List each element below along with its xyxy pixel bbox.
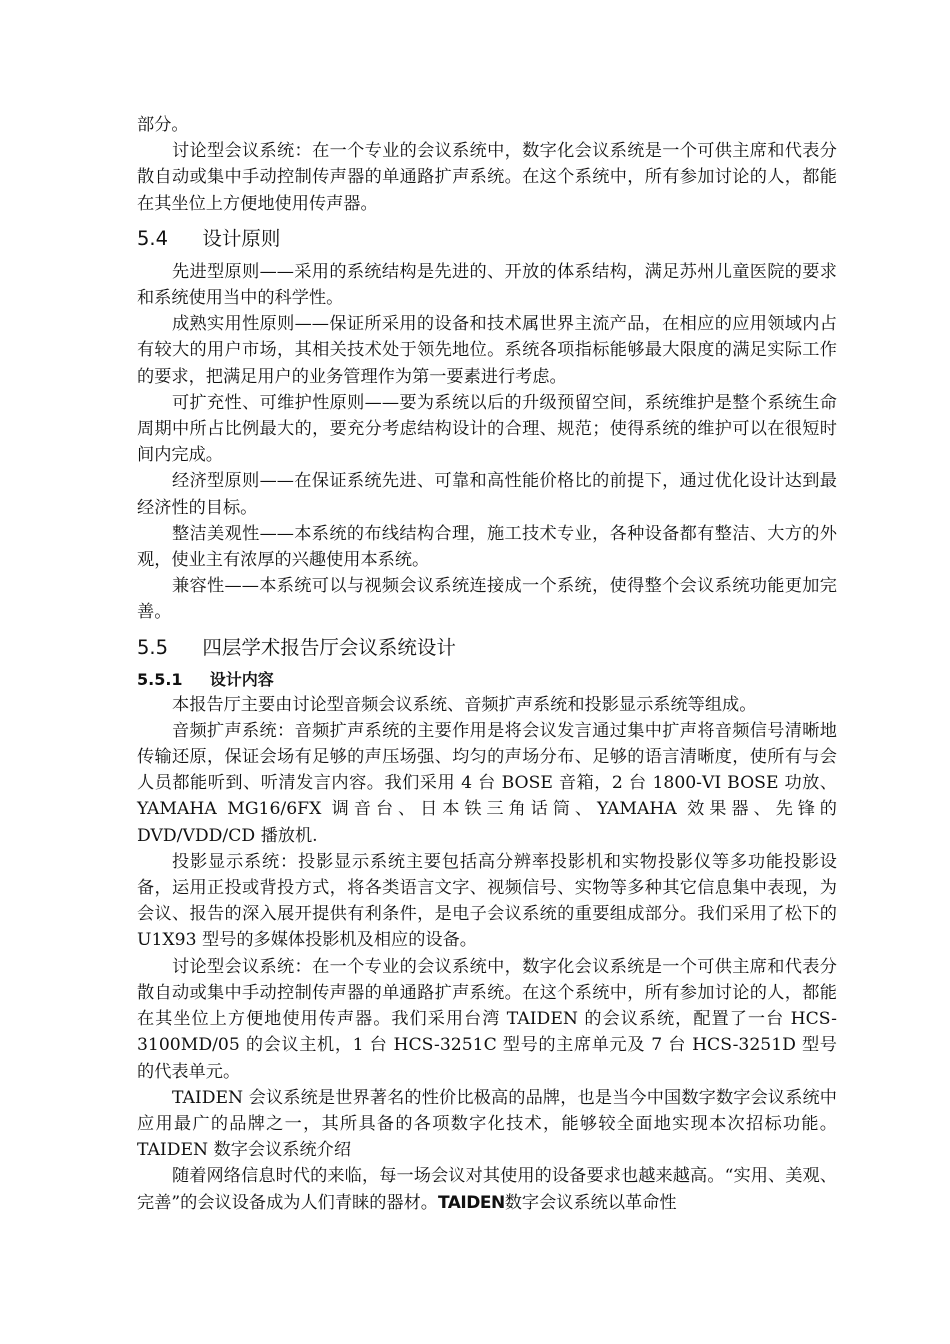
section-heading-5-4: [137, 224, 837, 254]
paragraph: 音频扩声系统：音频扩声系统的主要作用是将会议发言通过集中扩声将音频信号清晰地传输还原，保证会场有足够的声压场强、均匀的声场分布、足够的语言清晰度，使所有与会人员都能听到、听清发言内容。我们采用 4 台 BOSE 音箱，2 台 1800-VI BOSE 功放、YAMAHA MG16/6FX 调音台、日本铁三角话筒、YAMAHA 效果器、先锋的 DVD/VDD/CD 播放机.: [137, 720, 837, 846]
paragraph: 经济型原则——在保证系统先进、可靠和高性能价格比的前提下，通过优化设计达到最经济性的目标。: [137, 471, 837, 518]
paragraph: 成熟实用性原则——保证所采用的设备和技术属世界主流产品，在相应的应用领域内占有较大的用户市场，其相关技术处于领先地位。系统各项指标能够最大限度的满足实际工作的要求，把满足用户的业务管理作为第一要素进行考虑。: [137, 314, 837, 387]
section-title: 四层学术报告厅会议系统设计: [202, 635, 456, 659]
subsection-heading-5-5-1: [137, 668, 837, 692]
taiden-logo: TAIDEN: [437, 1192, 505, 1213]
paragraph-text: 数字会议系统以革命性: [504, 1192, 677, 1213]
section-title: 设计原则: [202, 226, 281, 250]
section-number: 5.5: [137, 635, 169, 659]
paragraph: 整洁美观性——本系统的布线结构合理，施工技术专业，各种设备都有整洁、大方的外观，使业主有浓厚的兴趣使用本系统。: [137, 523, 837, 571]
paragraph: 先进型原则——采用的系统结构是先进的、开放的体系结构，满足苏州儿童医院的要求和系统使用当中的科学性。: [137, 261, 837, 309]
document-page: [137, 112, 837, 1216]
paragraph: 投影显示系统：投影显示系统主要包括高分辨率投影机和实物投影仪等多功能投影设备，运用正投或背投方式，将各类语言文字、视频信号、实物等多种其它信息集中表现，为会议、报告的深入展开提供有利条件，是电子会议系统的重要组成部分。我们采用了松下的 U1X93 型号的多媒体投影机及相应的设备。: [137, 851, 837, 951]
subsection-number: 5.5.1: [137, 669, 183, 689]
paragraph: 兼容性——本系统可以与视频会议系统连接成一个系统，使得整个会议系统功能更加完善。: [137, 576, 837, 623]
paragraph: 讨论型会议系统：在一个专业的会议系统中，数字化会议系统是一个可供主席和代表分散自动或集中手动控制传声器的单通路扩声系统。在这个系统中，所有参加讨论的人，都能在其坐位上方便地使用传声器。我们采用台湾 TAIDEN 的会议系统，配置了一台 HCS-3100MD/05 的会议主机，1 台 HCS-3251C 型号的主席单元及 7 台 HCS-3251D 型号的代表单元。: [137, 956, 837, 1082]
paragraph: 部分。: [137, 115, 189, 135]
paragraph: 讨论型会议系统：在一个专业的会议系统中，数字化会议系统是一个可供主席和代表分散自动或集中手动控制传声器的单通路扩声系统。在这个系统中，所有参加讨论的人，都能在其坐位上方便地使用传声器。: [137, 141, 837, 214]
paragraph: 可扩充性、可维护性原则——要为系统以后的升级预留空间，系统维护是整个系统生命周期中所占比例最大的，要充分考虑结构设计的合理、规范；使得系统的维护可以在很短时间内完成。: [137, 392, 837, 466]
section-number: 5.4: [137, 226, 169, 250]
subsection-title: 设计内容: [209, 669, 274, 689]
paragraph-text: 随着网络信息时代的来临，每一场会议对其使用的设备要求也越来越高。“实用、美观、完善”的会议设备成为人们青睐的器材。: [137, 1166, 837, 1213]
paragraph: 本报告厅主要由讨论型音频会议系统、音频扩声系统和投影显示系统等组成。: [172, 694, 757, 715]
paragraph: [137, 1163, 837, 1215]
paragraph: TAIDEN 会议系统是世界著名的性价比极高的品牌，也是当今中国数字数字会议系统中应用最广的品牌之一，其所具备的各项数字化技术，能够较全面地实现本次招标功能。TAIDEN 数字会议系统介绍: [137, 1087, 837, 1161]
section-heading-5-5: [137, 633, 837, 663]
